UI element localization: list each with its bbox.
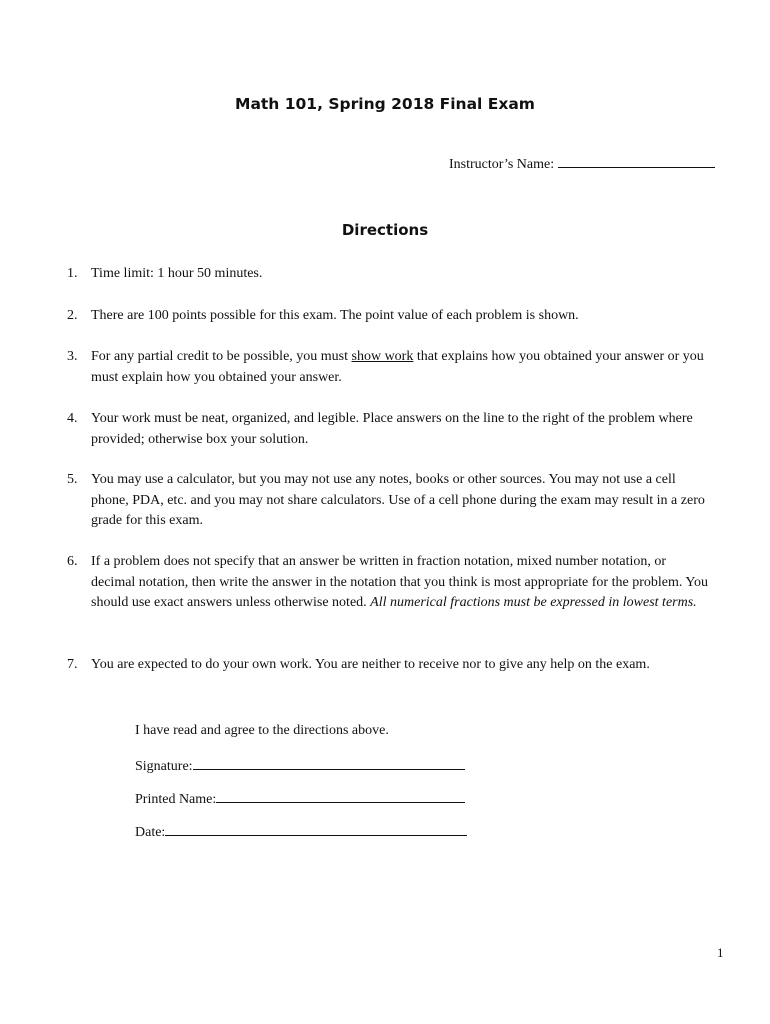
printed-name-label: Printed Name: <box>135 792 217 807</box>
item-number: 6. <box>67 554 78 569</box>
item-text-pre: For any partial credit to be possible, you must <box>91 349 352 364</box>
show-work-emphasis: show work <box>351 349 414 364</box>
item-text <box>91 347 712 388</box>
item-number: 3. <box>67 349 78 364</box>
signature-label: Signature: <box>135 759 193 774</box>
item-text-pre: If a problem does not specify that an answer be written in fraction notation, mixed number notation, or decimal notation, then write the answer in the notation that you think is most appropriate for the problem. You should use exact answers unless otherwise noted. <box>91 554 709 611</box>
direction-item-1 <box>67 264 712 285</box>
item-text: Time limit: 1 hour 50 minutes. <box>91 266 263 281</box>
direction-item-7 <box>67 655 712 676</box>
item-text: Your work must be neat, organized, and legible. Place answers on the line to the right of the problem where provided; otherwise box your solution. <box>91 411 693 447</box>
item-number: 5. <box>67 472 78 487</box>
lowest-terms-note: All numerical fractions must be expressed in lowest terms. <box>370 595 697 611</box>
instructor-name-field <box>449 154 715 173</box>
item-number: 1. <box>67 266 78 281</box>
direction-item-4 <box>67 409 712 450</box>
signature-field <box>135 756 465 775</box>
item-number: 7. <box>67 657 78 672</box>
item-number: 2. <box>67 308 78 323</box>
instructor-name-label: Instructor’s Name: <box>449 157 555 172</box>
agreement-statement: I have read and agree to the directions above. <box>135 723 389 738</box>
date-field <box>135 822 467 841</box>
date-line[interactable] <box>165 822 467 836</box>
date-label: Date: <box>135 825 166 840</box>
item-text-post: that explains how you obtained your answer or you must explain how you obtained your answer. <box>91 349 704 385</box>
direction-item-3 <box>67 347 712 388</box>
exam-title: Math 101, Spring 2018 Final Exam <box>235 95 535 113</box>
item-text: There are 100 points possible for this exam. The point value of each problem is shown. <box>91 308 579 323</box>
direction-item-2 <box>67 306 712 327</box>
item-text: You are expected to do your own work. You are neither to receive nor to give any help on the exam. <box>91 657 650 672</box>
item-number: 4. <box>67 411 78 426</box>
printed-name-line[interactable] <box>216 789 465 803</box>
item-text: You may use a calculator, but you may not use any notes, books or other sources. You may not use a cell phone, PDA, etc. and you may not share calculators. Use of a cell phone during the exam may result in a zero grade for this exam. <box>91 472 705 529</box>
item-text <box>91 552 712 614</box>
directions-heading: Directions <box>341 221 429 239</box>
direction-item-6 <box>67 552 712 614</box>
direction-item-5 <box>67 470 712 532</box>
printed-name-field <box>135 789 465 808</box>
page-number: 1 <box>717 945 724 960</box>
instructor-name-blank[interactable] <box>558 154 715 168</box>
signature-line[interactable] <box>193 756 465 770</box>
